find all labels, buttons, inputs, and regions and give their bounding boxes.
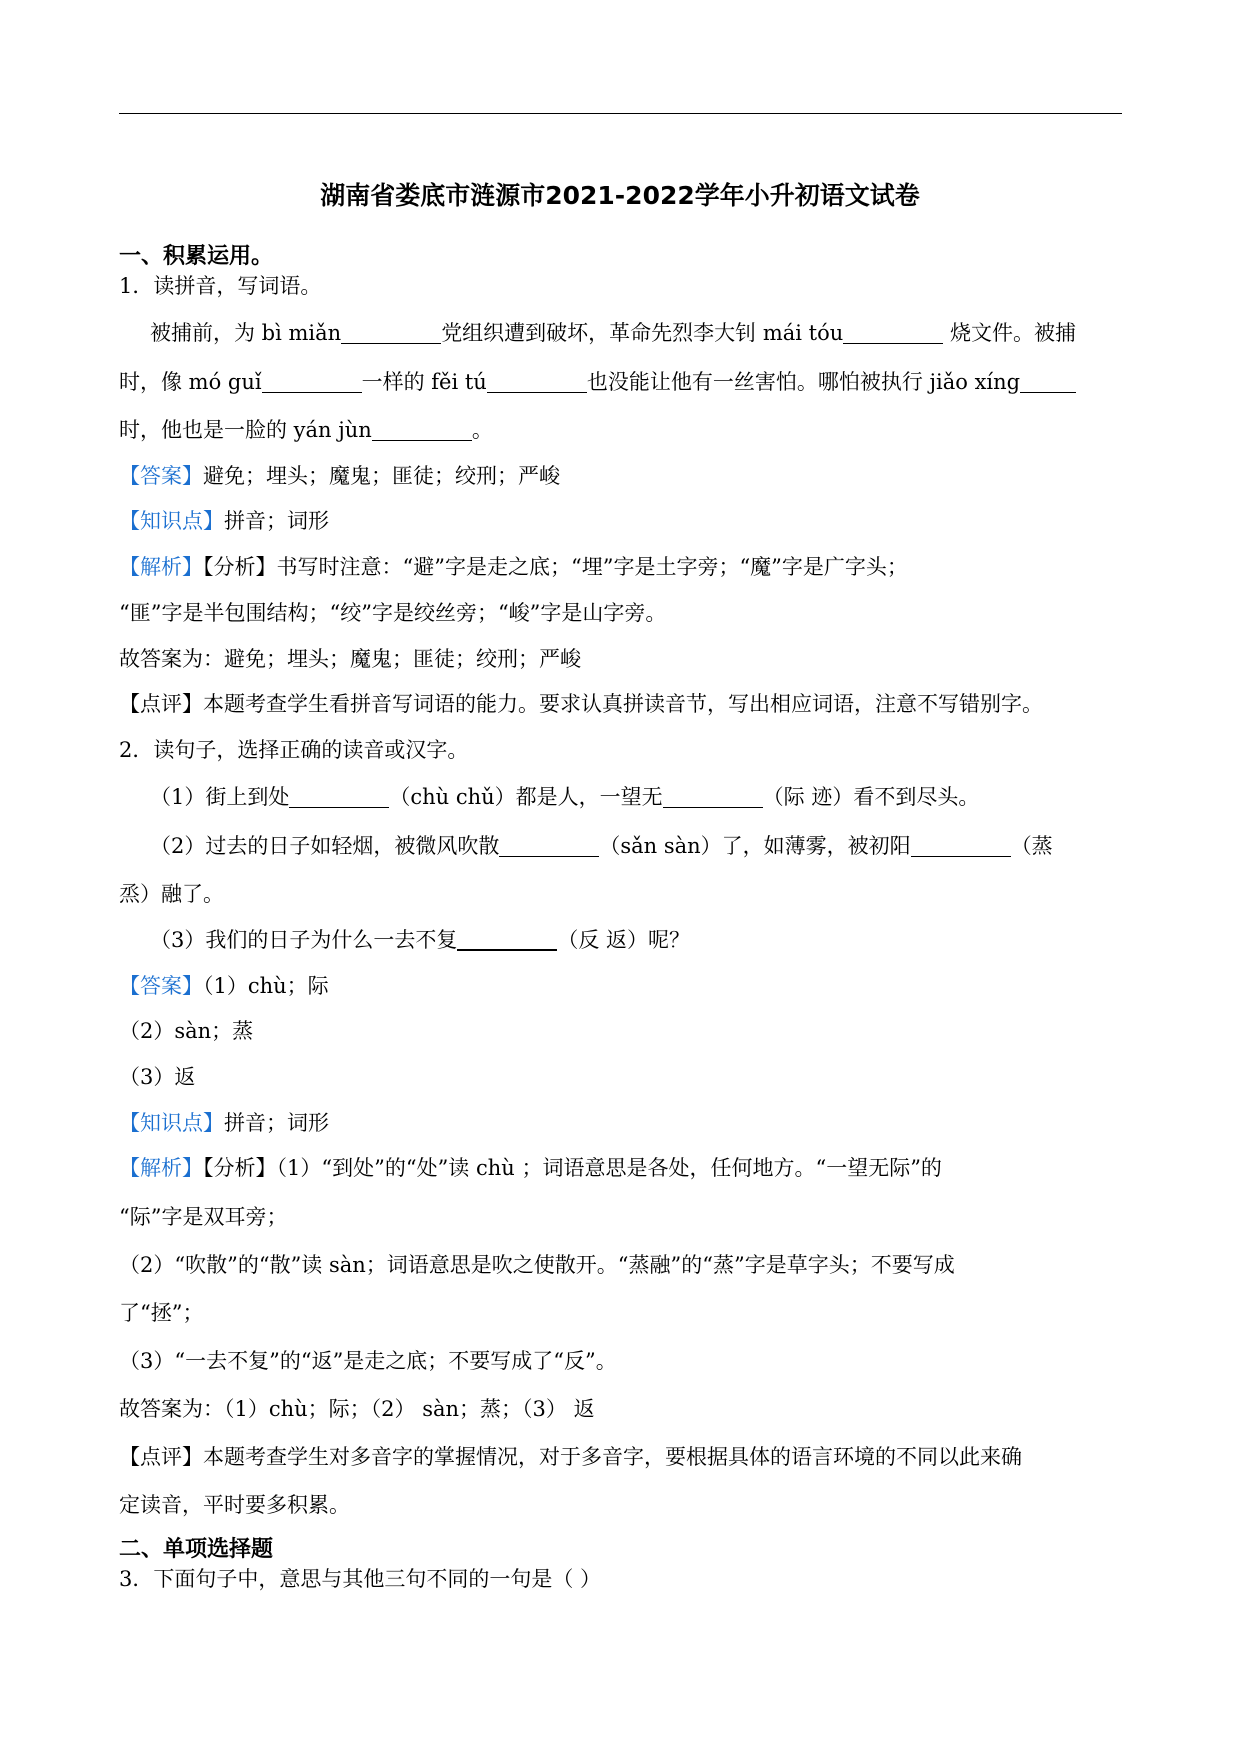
q2-text: （蒸 (1010, 834, 1053, 858)
q2-text: （2）过去的日子如轻烟，被微风吹散 (150, 834, 500, 858)
q2-text: （sǎn sàn）了，如薄雾，被初阳 (599, 834, 911, 858)
q2-sentence2 (150, 832, 1053, 860)
q1-stem: 1．读拼音，写词语。 (119, 274, 322, 298)
q2-answer-line2: （2）sàn；蒸 (119, 1019, 254, 1043)
knowledge-point-tag: 【知识点】 (119, 509, 224, 533)
q2-text: （反 返）呢？ (557, 928, 691, 952)
q2-comment-line2: 定读音，平时要多积累。 (119, 1493, 350, 1517)
answer-blank[interactable] (663, 787, 763, 808)
header-rule (119, 113, 1122, 114)
q1-text: 时，像 mó guǐ (119, 370, 262, 394)
q3-stem: 3．下面句子中，意思与其他三句不同的一句是（ ） (119, 1567, 602, 1591)
answer-blank[interactable] (289, 787, 389, 808)
q2-final-answer: 故答案为：（1）chù；际；（2） sàn；蒸；（3） 返 (119, 1397, 595, 1421)
q1-text: 时，他也是一脸的 yán jùn (119, 418, 372, 442)
page-title: 湖南省娄底市涟源市2021-2022学年小升初语文试卷 (320, 181, 920, 210)
q1-text: 被捕前，为 bì miǎn (150, 321, 342, 345)
q1-passage-line1 (150, 319, 1076, 347)
answer-tag: 【答案】 (119, 464, 203, 488)
q1-passage-line3 (119, 416, 493, 444)
answer-blank[interactable] (372, 420, 472, 441)
q2-text: （1）街上到处 (150, 785, 290, 809)
answer-blank[interactable] (1020, 372, 1076, 393)
answer-blank[interactable] (499, 836, 599, 857)
q2-sentence2-cont: 烝）融了。 (119, 882, 224, 906)
knowledge-point-tag: 【知识点】 (119, 1111, 224, 1135)
answer-text: 避免；埋头；魔鬼；匪徒；绞刑；严峻 (203, 464, 560, 488)
knowledge-point-text: 拼音；词形 (224, 1111, 329, 1135)
q2-knowledge-point (119, 1109, 329, 1137)
q2-analysis-line5: （3）“一去不复”的“返”是走之底；不要写成了“反”。 (119, 1349, 617, 1373)
answer-blank[interactable] (262, 372, 362, 393)
section-2-heading: 二、单项选择题 (119, 1537, 274, 1562)
q2-stem: 2．读句子，选择正确的读音或汉字。 (119, 738, 469, 762)
q2-sentence3 (150, 926, 690, 954)
q2-analysis-line3: （2）“吹散”的“散”读 sàn；词语意思是吹之使散开。“蒸融”的“蒸”字是草字头；不要写成 (119, 1253, 955, 1277)
q2-analysis-line2: “际”字是双耳旁； (119, 1205, 288, 1229)
analysis-tag: 【解析】 (119, 1156, 203, 1180)
knowledge-point-text: 拼音；词形 (224, 509, 329, 533)
q2-analysis-line4: 了“拯”； (119, 1301, 204, 1325)
q1-text: 烧文件。被捕 (943, 321, 1076, 345)
q1-text: 也没能让他有一丝害怕。哪怕被执行 jiǎo xíng (586, 370, 1021, 394)
answer-blank[interactable] (843, 323, 943, 344)
q2-answer (119, 972, 329, 1000)
q2-text: （3）我们的日子为什么一去不复 (150, 928, 458, 952)
q2-comment-line1: 【点评】本题考查学生对多音字的掌握情况，对于多音字，要根据具体的语言环境的不同以此来确 (119, 1445, 1022, 1469)
q1-analysis-line2: “匪”字是半包围结构；“绞”字是绞丝旁；“峻”字是山字旁。 (119, 601, 667, 625)
analysis-text: 【分析】（1）“到处”的“处”读 chù ；词语意思是各处，任何地方。“一望无际”的 (203, 1156, 942, 1180)
section-1-heading: 一、积累运用。 (119, 244, 274, 269)
q1-comment: 【点评】本题考查学生看拼音写词语的能力。要求认真拼读音节，写出相应词语，注意不写错别字。 (119, 692, 1043, 716)
analysis-tag: 【解析】 (119, 555, 203, 579)
answer-blank[interactable] (457, 929, 557, 951)
q1-final-answer: 故答案为：避免；埋头；魔鬼；匪徒；绞刑；严峻 (119, 647, 581, 671)
q1-analysis-line1 (119, 553, 908, 581)
q2-answer-line3: （3）返 (119, 1065, 196, 1089)
q1-knowledge-point (119, 507, 329, 535)
q1-text: 一样的 fěi tú (361, 370, 487, 394)
answer-blank[interactable] (911, 836, 1011, 857)
q2-sentence1 (150, 783, 979, 811)
q1-text: 。 (471, 418, 493, 442)
q2-text: （际 迹）看不到尽头。 (762, 785, 980, 809)
q1-passage-line2 (119, 368, 1076, 396)
answer-blank[interactable] (341, 323, 441, 344)
answer-blank[interactable] (487, 372, 587, 393)
answer-tag: 【答案】 (119, 974, 203, 998)
answer-text: （1）chù；际 (203, 974, 329, 998)
q1-text: 党组织遭到破坏，革命先烈李大钊 mái tóu (441, 321, 844, 345)
q1-answer (119, 462, 560, 490)
analysis-text: 【分析】书写时注意：“避”字是走之底；“埋”字是土字旁；“魔”字是广字头； (203, 555, 908, 579)
q2-analysis-line1 (119, 1154, 942, 1182)
q2-text: （chù chǔ）都是人，一望无 (389, 785, 663, 809)
